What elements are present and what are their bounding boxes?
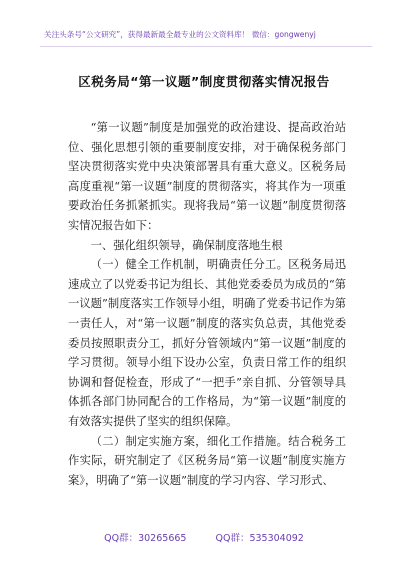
- body-paragraph: （二）制定实施方案，细化工作措施。结合税务工作实际，研究制定了《区税务局“第一议题”制度实施方案》，明确了“第一议题”制度的学习内容、学习形式、: [68, 434, 346, 487]
- document-title: 区税务局“第一议题”制度贯彻落实情况报告: [78, 74, 330, 89]
- footer: [0, 533, 408, 545]
- body-paragraph: （一）健全工作机制，明确责任分工。区税务局迅速成立了以党委书记为组长、其他党委委员为成员的“第一议题”制度落实工作领导小组，明确了党委书记作为第一责任人，对“第一议题”制度的落实负总责，其他党委委员按照职责分工，抓好分管领域内“第一议题”制度的学习贯彻。领导小组下设办公室，负责日常工作的组织协调和督促检查，形成了“一把手”亲自抓、分管领导具体抓各部门协同配合的工作格局，为“第一议题”制度的有效落实提供了坚实的组织保障。: [68, 258, 346, 428]
- footer-qq-group-1: QQ群：30265665: [104, 533, 187, 544]
- document-body: [68, 118, 346, 490]
- header-banner: 关注头条号“公文研究”，获得最新最全最专业的公文资料库！ 微信：gongwenyj: [44, 30, 316, 39]
- body-paragraph: “第一议题”制度是加强党的政治建设、提高政治站位、强化思想引领的重要制度安排，对于确保税务部门坚决贯彻落实党中央决策部署具有重大意义。区税务局高度重视“第一议题”制度的贯彻落实，将其作为一项重要政治任务抓紧抓实。现将我局“第一议题”制度贯彻落实情况报告如下：: [68, 121, 346, 232]
- footer-qq-group-2: QQ群：535304092: [215, 533, 304, 544]
- header-divider: [40, 46, 372, 47]
- section-heading: 一、强化组织领导，确保制度落地生根: [90, 238, 283, 252]
